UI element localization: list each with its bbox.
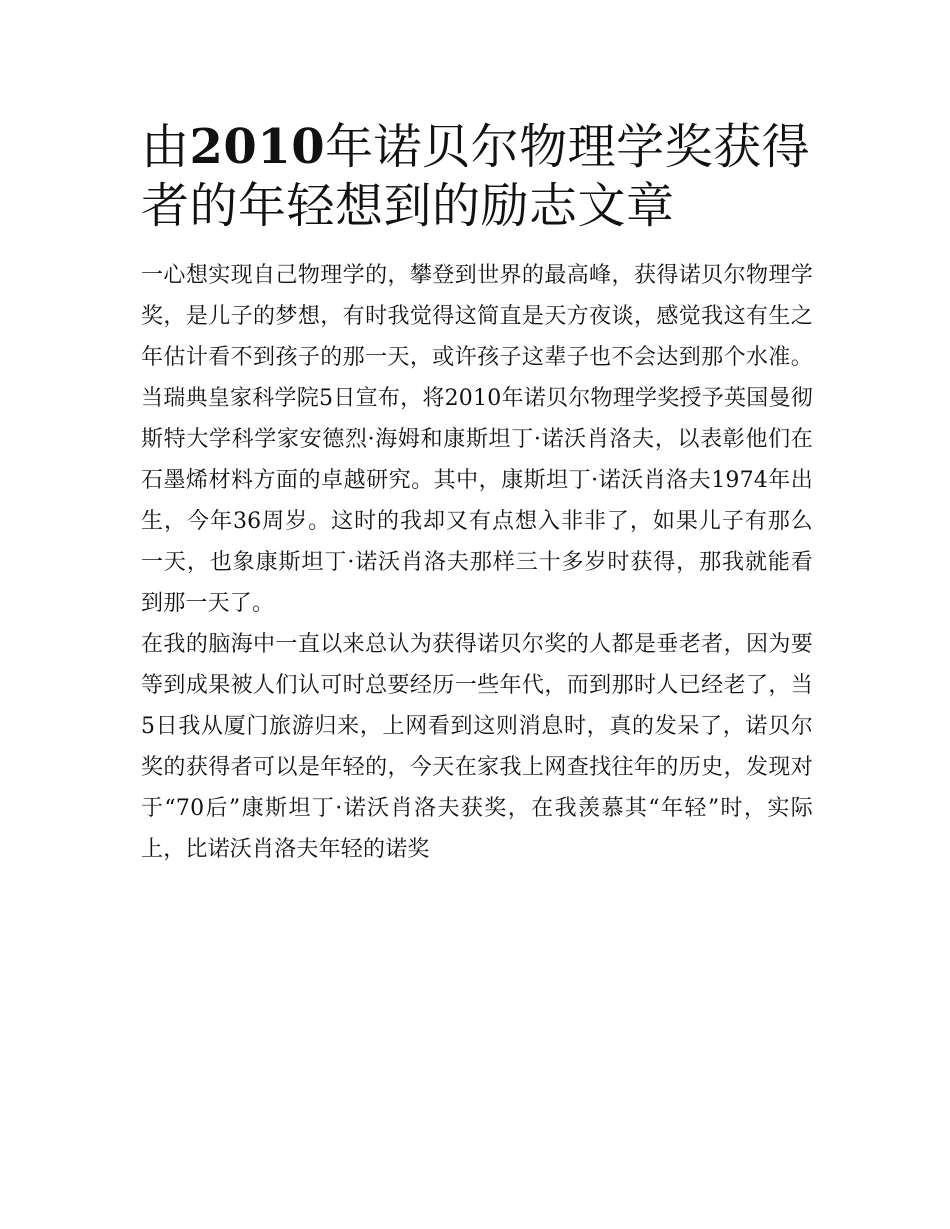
document-content — [141, 118, 813, 870]
title-year: 2010 — [189, 119, 326, 175]
title-prefix: 由 — [141, 119, 190, 175]
paragraph-2: 在我的脑海中一直以来总认为获得诺贝尔奖的人都是垂老者，因为要等到成果被人们认可时总要经历一些年代，而到那时人已经老了，当5日我从厦门旅游归来，上网看到这则消息时，真的发呆了，诺贝尔奖的获得者可以是年轻的，今天在家我上网查找往年的历史，发现对于“70后”康斯坦丁·诺沃肖洛夫获奖，在我羡慕其“年轻”时，实际上，比诺沃肖洛夫年轻的诺奖 — [141, 632, 813, 862]
document-body — [141, 255, 813, 870]
title-rest: 年诺贝尔物理学奖获得者的年轻想到的励志文章 — [141, 119, 811, 234]
document-title — [141, 118, 813, 236]
paragraph-1: 一心想实现自己物理学的，攀登到世界的最高峰，获得诺贝尔物理学奖，是儿子的梦想，有时我觉得这简直是天方夜谈，感觉我这有生之年估计看不到孩子的那一天，或许孩子这辈子也不会达到那个水准。当瑞典皇家科学院5日宣布，将2010年诺贝尔物理学奖授予英国曼彻斯特大学科学家安德烈·海姆和康斯坦丁·诺沃肖洛夫，以表彰他们在石墨烯材料方面的卓越研究。其中，康斯坦丁·诺沃肖洛夫1974年出生，今年36周岁。这时的我却又有点想入非非了，如果儿子有那么一天，也象康斯坦丁·诺沃肖洛夫那样三十多岁时获得，那我就能看到那一天了。 — [141, 263, 813, 616]
